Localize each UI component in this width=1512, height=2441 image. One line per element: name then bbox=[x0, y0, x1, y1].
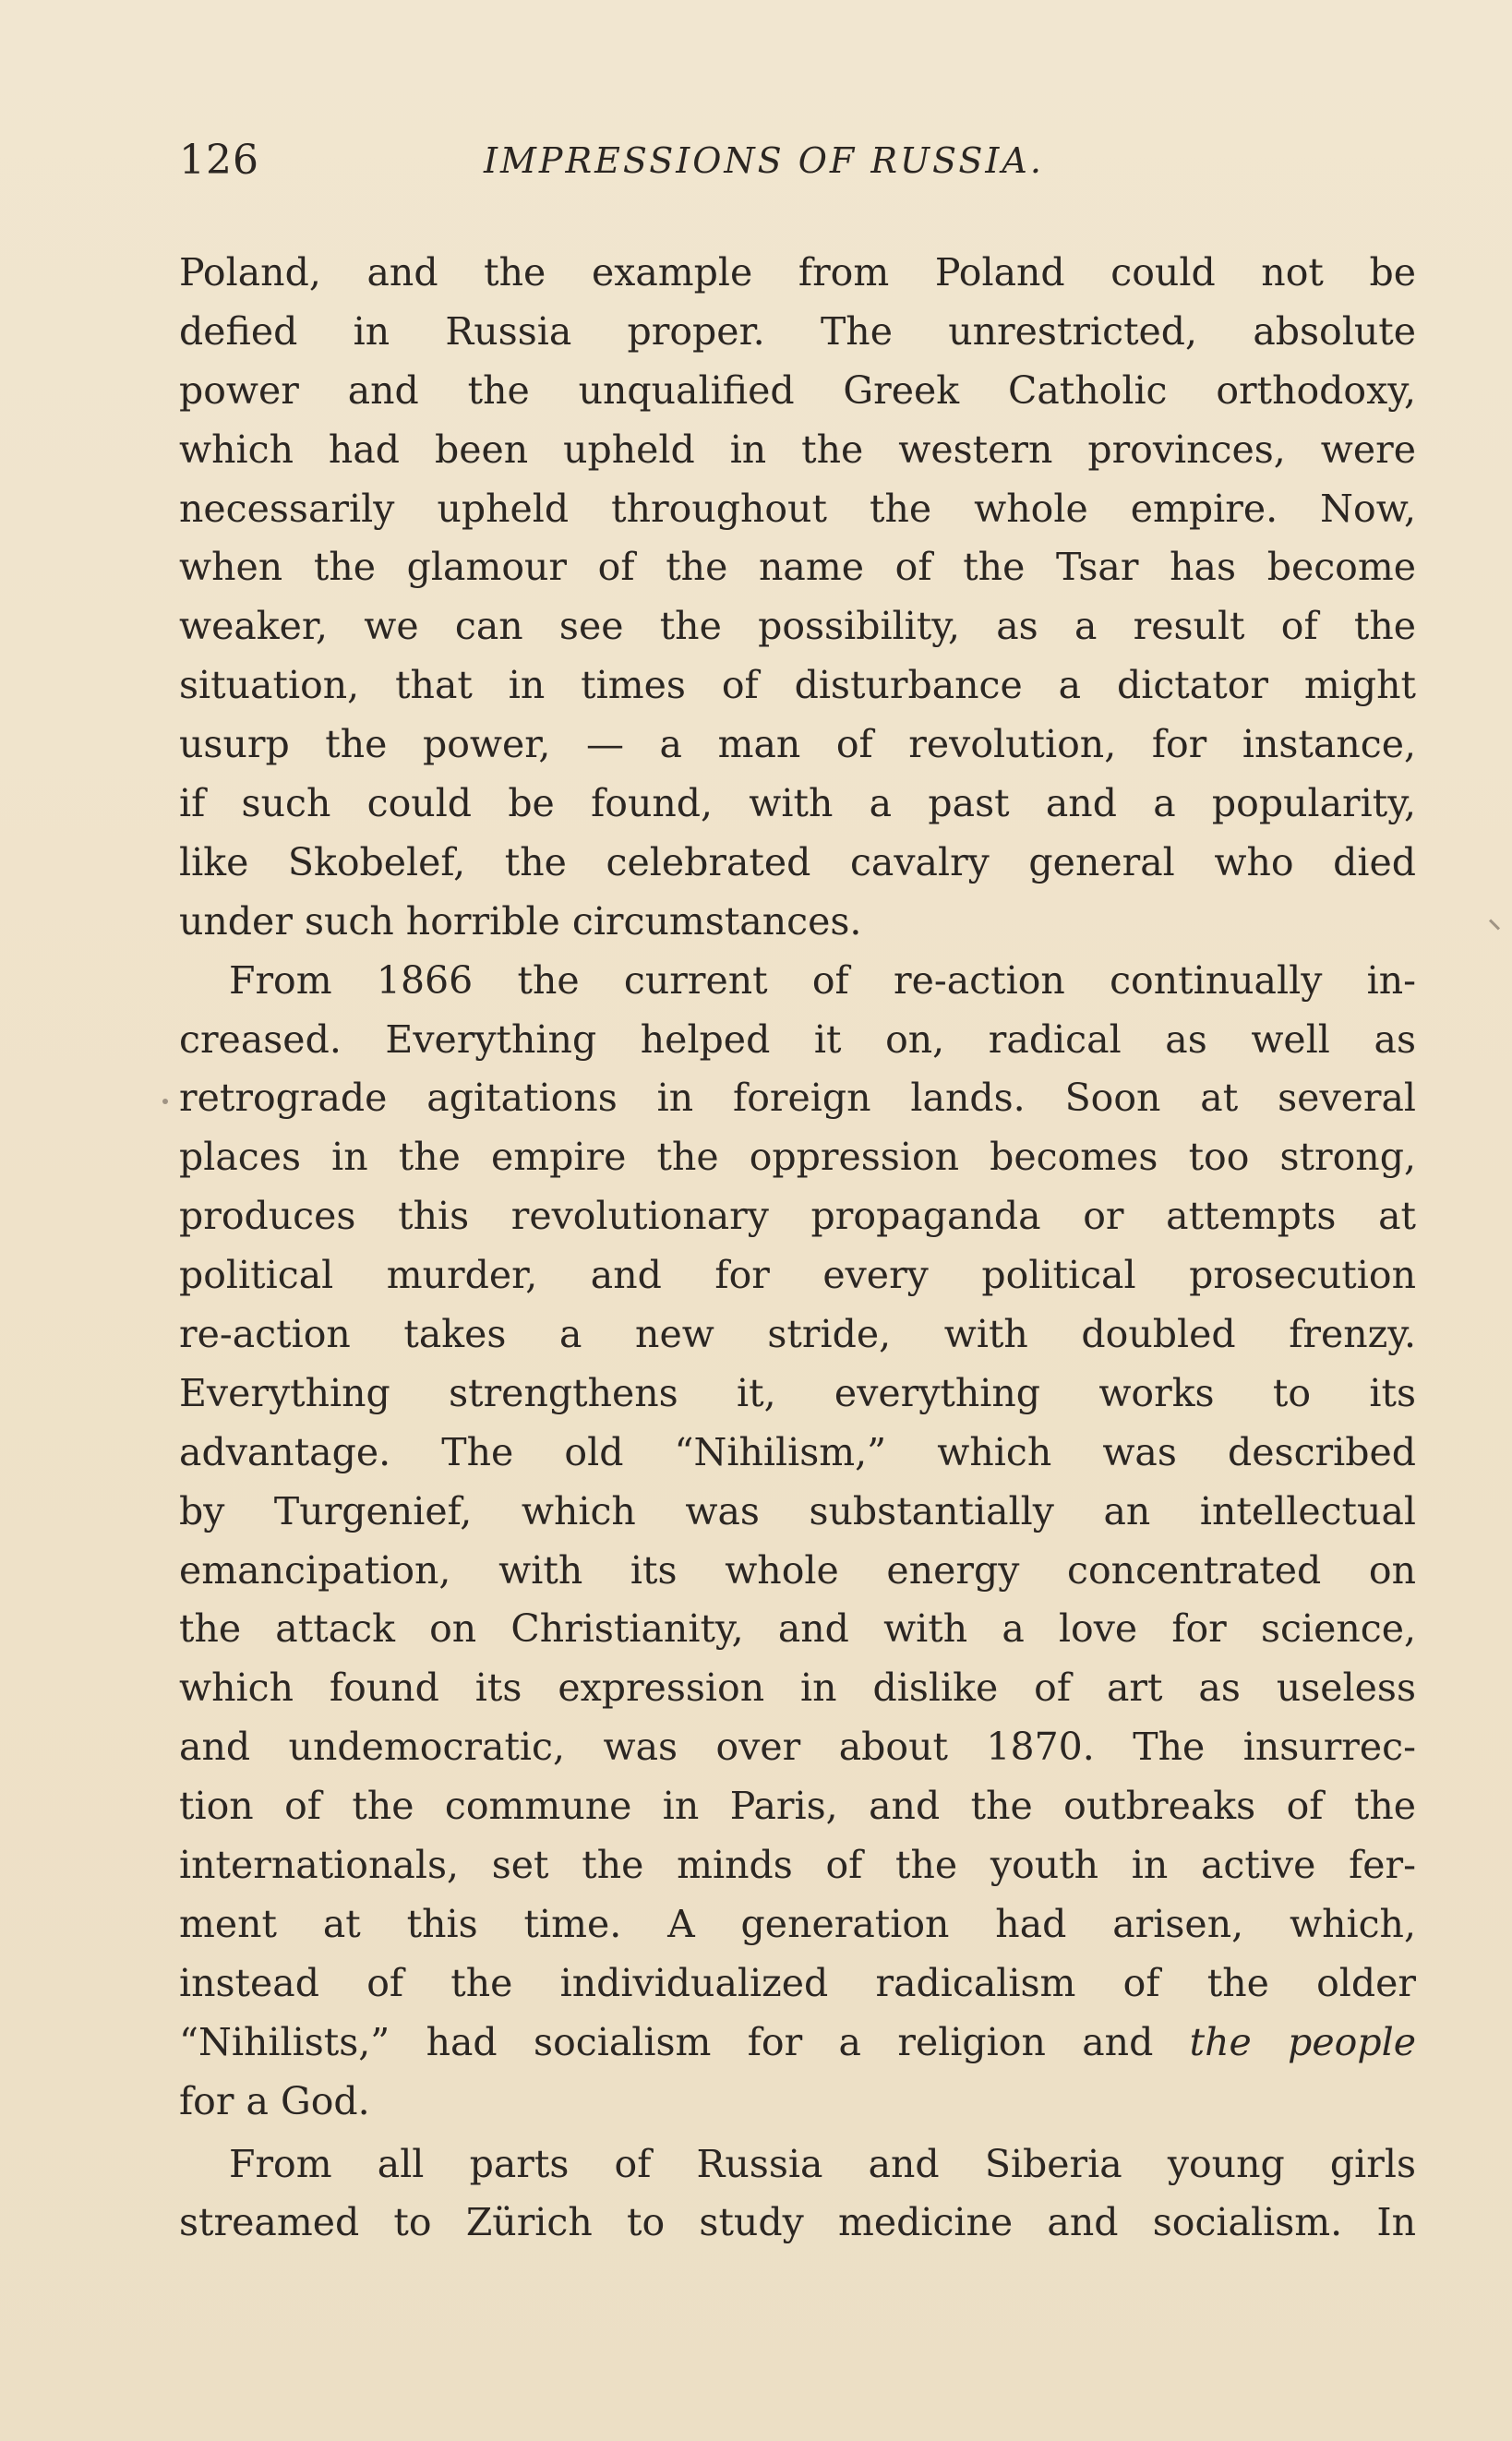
text-line: the attack on Christianity, and with a love for science, bbox=[179, 1606, 1416, 1652]
margin-mark bbox=[1489, 919, 1500, 930]
text-line: From 1866 the current of re-action continually in- bbox=[229, 957, 1416, 1003]
text-line: under such horrible circumstances. bbox=[179, 898, 862, 944]
text-line: when the glamour of the name of the Tsar has become bbox=[179, 545, 1416, 590]
text-line: internationals, set the minds of the youth in active fer- bbox=[179, 1843, 1416, 1888]
text-line: which found its expression in dislike of art as useless bbox=[179, 1665, 1416, 1711]
text-line: ment at this time. A generation had arisen, which, bbox=[179, 1901, 1416, 1946]
page-number: 126 bbox=[179, 137, 259, 184]
text-line: and undemocratic, was over about 1870. The insurrec- bbox=[179, 1725, 1416, 1770]
text-line: streamed to Zürich to study medicine and socialism. In bbox=[179, 2200, 1416, 2245]
page-header bbox=[179, 129, 1416, 194]
text-line: Poland, and the example from Poland could not be bbox=[179, 250, 1416, 295]
text-line: weaker, we can see the possibility, as a result of the bbox=[179, 604, 1416, 649]
text-line: political murder, and for every political prosecution bbox=[179, 1253, 1416, 1298]
margin-mark bbox=[162, 1099, 168, 1104]
text-line: instead of the individualized radicalism of the older bbox=[179, 1960, 1416, 2005]
text-line: which had been upheld in the western provinces, were bbox=[179, 427, 1416, 472]
text-line: re-action takes a new stride, with doubled frenzy. bbox=[179, 1312, 1416, 1357]
text-line: retrograde agitations in foreign lands. Soon at several bbox=[179, 1076, 1416, 1121]
text-line: From all parts of Russia and Siberia young girls bbox=[229, 2141, 1416, 2186]
body-text bbox=[179, 244, 1416, 2253]
text-line: tion of the commune in Paris, and the outbreaks of the bbox=[179, 1784, 1416, 1829]
text-line: power and the unqualified Greek Catholic orthodoxy, bbox=[179, 367, 1416, 413]
text-line: defied in Russia proper. The unrestricted, absolute bbox=[179, 308, 1416, 354]
text-line: produces this revolutionary propaganda or attempts at bbox=[179, 1194, 1416, 1239]
text-line: emancipation, with its whole energy concentrated on bbox=[179, 1547, 1416, 1593]
text-fragment: “Nihilists,” had socialism for a religion and bbox=[179, 2019, 1154, 2064]
text-line: advantage. The old “Nihilism,” which was described bbox=[179, 1429, 1416, 1474]
text-line: usurp the power, — a man of revolution, for instance, bbox=[179, 722, 1416, 767]
running-title: IMPRESSIONS OF RUSSIA. bbox=[484, 140, 1044, 181]
text-line: by Turgenief, which was substantially an intellectual bbox=[179, 1488, 1416, 1533]
paragraph-2 bbox=[179, 952, 1416, 2132]
text-line: Everything strengthens it, everything works to its bbox=[179, 1370, 1416, 1415]
text-line: places in the empire the oppression becomes too strong, bbox=[179, 1135, 1416, 1180]
text-line: creased. Everything helped it on, radical as well as bbox=[179, 1016, 1416, 1062]
text-line: situation, that in times of disturbance a dictator might bbox=[179, 663, 1416, 708]
paragraph-1 bbox=[179, 244, 1416, 952]
text-line: if such could be found, with a past and a popularity, bbox=[179, 781, 1416, 826]
text-line-with-emphasis bbox=[179, 2014, 1416, 2073]
text-line: necessarily upheld throughout the whole empire. Now, bbox=[179, 486, 1416, 531]
emphasis-the-people: the people bbox=[1189, 2019, 1416, 2064]
text-line: for a God. bbox=[179, 2078, 370, 2123]
text-line: like Skobelef, the celebrated cavalry general who died bbox=[179, 839, 1416, 884]
paragraph-3 bbox=[179, 2135, 1416, 2254]
